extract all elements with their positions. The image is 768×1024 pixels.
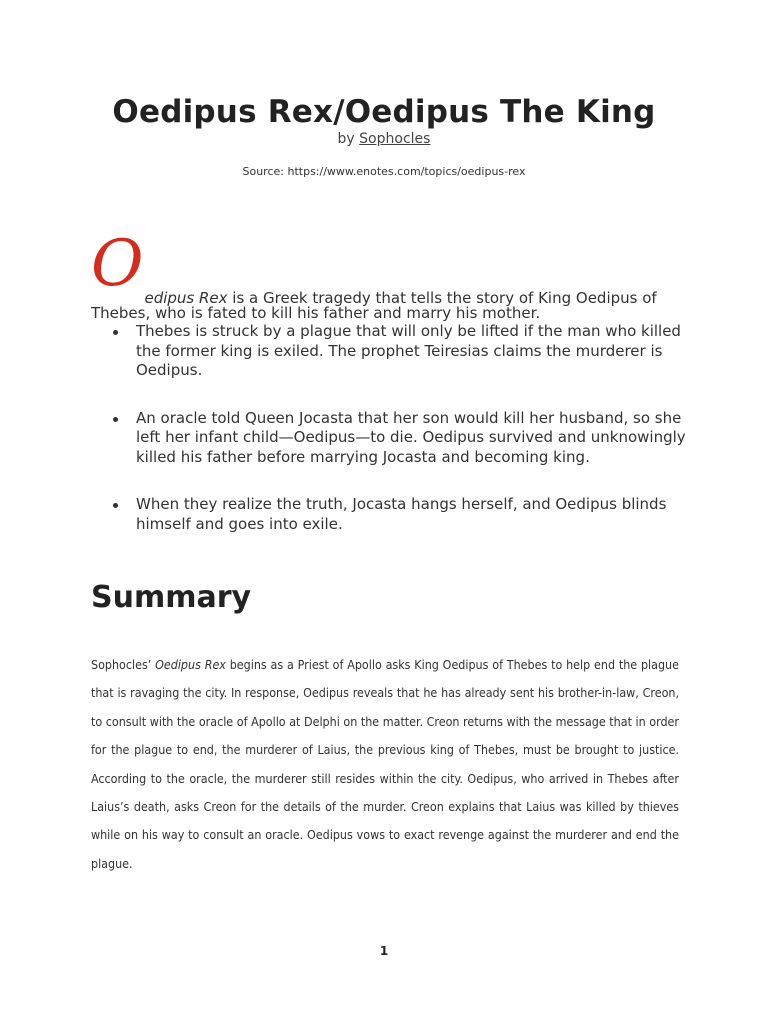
- list-item-text: Thebes is struck by a plague that will only be lifted if the man who killed the former king is exiled. The prophet Teiresias claims the murderer is Oedipus.: [136, 322, 681, 379]
- bullet-icon: [113, 503, 118, 508]
- intro-paragraph: [91, 227, 691, 323]
- drop-cap: O: [91, 227, 144, 301]
- page-number: 1: [379, 944, 389, 958]
- summary-paragraph: [91, 651, 679, 878]
- intro-second-line: Thebes, who is fated to kill his father and marry his mother.: [91, 304, 541, 322]
- summary-text: begins as a Priest of Apollo asks King Oedipus of Thebes to help end the plague that is ravaging the city. In response, Oedipus reveals that he has already sent his brother-in-law, Creon, to consult with the oracle of Apollo at Delphi on the matter. Creon returns with the message that in order for the plague to end, the murderer of Laius, the previous king of Thebes, must be brought to justice. According to the oracle, the murderer still resides within the city. Oedipus, who arrived in Thebes after Laius’s death, asks Creon for the details of the murder. Creon explains that Laius was killed by thieves while on his way to consult an oracle. Oedipus vows to exact revenge against the murderer and end the plague.: [91, 657, 679, 871]
- byline-prefix: by: [337, 131, 355, 147]
- summary-lead: Sophocles’: [91, 657, 156, 672]
- list-item: [91, 409, 691, 468]
- bullet-icon: [113, 330, 118, 335]
- list-item: [91, 495, 691, 534]
- document-title: Oedipus Rex/Oedipus The King: [112, 94, 656, 130]
- author-link[interactable]: Sophocles: [359, 131, 431, 147]
- byline: [0, 131, 768, 147]
- intro-first-line-rest: is a Greek tragedy that tells the story of King Oedipus of: [227, 289, 657, 307]
- intro-first-line: [91, 227, 691, 307]
- list-item-text: An oracle told Queen Jocasta that her son would kill her husband, so she left her infant child—Oedipus—to die. Oedipus survived and unknowingly killed his father before marrying Jocasta and becoming king.: [136, 408, 686, 466]
- list-item-text: When they realize the truth, Jocasta hangs herself, and Oedipus blinds himself and goes into exile.: [136, 495, 667, 533]
- list-item: [91, 322, 691, 381]
- bullet-icon: [113, 417, 118, 422]
- source-line: Source: https://www.enotes.com/topics/oedipus-rex: [242, 165, 526, 178]
- summary-heading: Summary: [91, 580, 252, 615]
- intro-title-italic: edipus Rex: [144, 289, 228, 307]
- summary-title-italic: Oedipus Rex: [155, 657, 226, 672]
- key-points-list: [91, 322, 691, 562]
